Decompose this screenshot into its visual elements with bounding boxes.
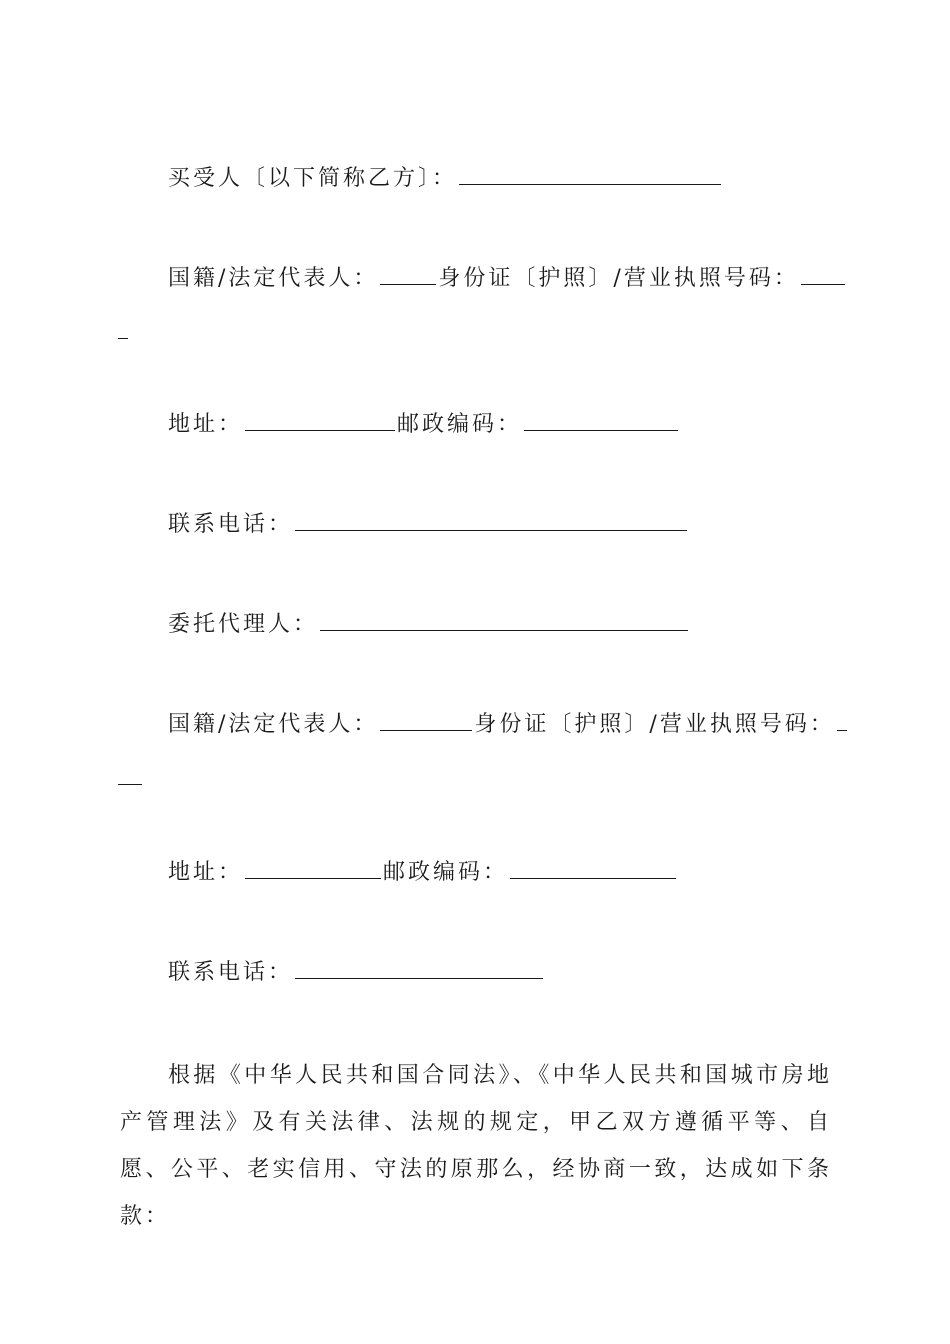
agent-rep-line	[168, 710, 849, 740]
agent-id-field-continued	[118, 764, 142, 794]
agent-nationality-field[interactable]	[380, 710, 472, 731]
agent-id-label: 身份证〔护照〕/营业执照号码：	[474, 712, 835, 737]
agent-nationality-label: 国籍/法定代表人：	[168, 712, 379, 737]
agent-phone-field[interactable]	[295, 958, 543, 979]
agent-postcode-label: 邮政编码：	[383, 860, 509, 885]
buyer-nationality-field[interactable]	[380, 264, 436, 285]
agent-address-label: 地址：	[168, 860, 244, 885]
buyer-address-field[interactable]	[245, 410, 395, 431]
agent-address-line	[168, 858, 678, 888]
buyer-id-field-continued	[118, 318, 128, 348]
buyer-postcode-field[interactable]	[524, 410, 678, 431]
buyer-name-field[interactable]	[459, 164, 721, 185]
buyer-postcode-label: 邮政编码：	[397, 412, 523, 437]
agent-label: 委托代理人：	[168, 612, 319, 637]
buyer-address-line	[168, 410, 680, 440]
buyer-id-label: 身份证〔护照〕/营业执照号码：	[438, 266, 799, 291]
agent-id-field[interactable]	[837, 710, 847, 731]
agent-address-field[interactable]	[245, 858, 381, 879]
buyer-phone-line	[168, 510, 689, 540]
buyer-id-field-wrap[interactable]	[118, 318, 128, 339]
buyer-phone-field[interactable]	[295, 510, 687, 531]
buyer-phone-label: 联系电话：	[168, 512, 294, 537]
buyer-id-field[interactable]	[801, 264, 845, 285]
buyer-label: 买受人〔以下简称乙方〕：	[168, 166, 458, 191]
agent-phone-line	[168, 958, 545, 988]
agent-name-field[interactable]	[320, 610, 688, 631]
preamble-paragraph: 根据《中华人民共和国合同法》、《中华人民共和国城市房地产管理法》及有关法律、法规的规定，甲乙双方遵循平等、自愿、公平、老实信用、守法的原那么，经协商一致，达成如下条款：	[120, 1063, 832, 1229]
agent-postcode-field[interactable]	[510, 858, 676, 879]
buyer-nationality-label: 国籍/法定代表人：	[168, 266, 379, 291]
buyer-line	[168, 164, 723, 194]
agent-phone-label: 联系电话：	[168, 960, 294, 985]
agent-line	[168, 610, 690, 640]
buyer-rep-line	[168, 264, 847, 294]
buyer-address-label: 地址：	[168, 412, 244, 437]
agent-id-field-wrap[interactable]	[118, 764, 142, 785]
